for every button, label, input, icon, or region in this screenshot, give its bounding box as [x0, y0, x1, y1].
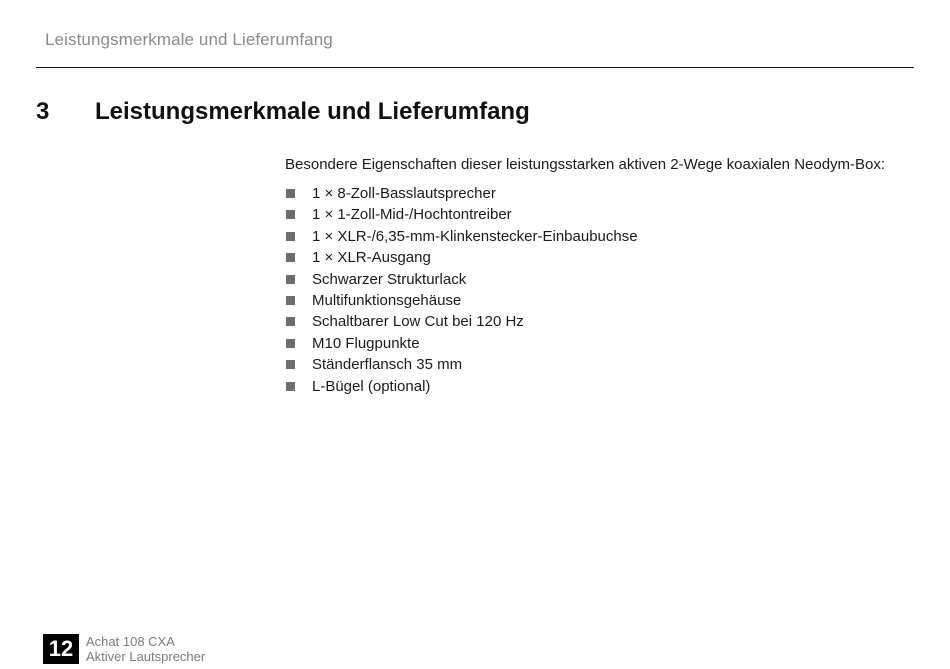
square-bullet-icon: [286, 253, 295, 262]
list-item-text: Schwarzer Strukturlack: [312, 270, 467, 288]
square-bullet-icon: [286, 232, 295, 241]
square-bullet-icon: [286, 189, 295, 198]
list-item-text: Schaltbarer Low Cut bei 120 Hz: [312, 313, 524, 331]
section-title: Leistungsmerkmale und Lieferumfang: [95, 98, 530, 125]
list-item: [285, 226, 905, 247]
page-number-badge: 12: [43, 634, 79, 664]
running-header-title: Leistungsmerkmale und Lieferumfang: [45, 30, 333, 49]
square-bullet-icon: [286, 296, 295, 305]
list-item-text: 1 × XLR-/6,35-mm-Klinkenstecker-Einbaubuchse: [312, 227, 638, 245]
header-divider: [36, 67, 914, 68]
list-item-text: Ständerflansch 35 mm: [312, 356, 463, 374]
section-content: [285, 155, 905, 397]
square-bullet-icon: [286, 360, 295, 369]
list-item: [285, 290, 905, 311]
square-bullet-icon: [286, 210, 295, 219]
list-item: [285, 376, 905, 397]
list-item-text: L-Bügel (optional): [312, 377, 431, 395]
list-item-text: 1 × 8-Zoll-Basslautsprecher: [312, 185, 496, 202]
list-item: [285, 204, 905, 225]
list-item-text: M10 Flugpunkte: [312, 334, 420, 352]
list-item-text: Multifunktionsgehäuse: [312, 292, 462, 310]
list-item: [285, 311, 905, 332]
footer-product-info: [86, 634, 205, 664]
square-bullet-icon: [286, 339, 295, 348]
footer-product-type: Aktiver Lautsprecher: [86, 649, 206, 664]
list-item: [285, 354, 905, 375]
intro-paragraph: Besondere Eigenschaften dieser leistungsstarken aktiven 2-Wege koaxialen Neodym-Box:: [285, 156, 886, 173]
list-item: [285, 333, 905, 354]
list-item-text: 1 × 1-Zoll-Mid-/Hochtontreiber: [312, 206, 512, 224]
footer-product-name: Achat 108 CXA: [86, 634, 175, 649]
section-heading: [36, 98, 530, 126]
list-item: [285, 247, 905, 268]
section-number: 3: [36, 98, 50, 125]
square-bullet-icon: [286, 275, 295, 284]
list-item: [285, 183, 905, 204]
square-bullet-icon: [286, 317, 295, 326]
list-item: [285, 269, 905, 290]
feature-list: [285, 183, 905, 397]
square-bullet-icon: [286, 382, 295, 391]
list-item-text: 1 × XLR-Ausgang: [312, 249, 431, 267]
